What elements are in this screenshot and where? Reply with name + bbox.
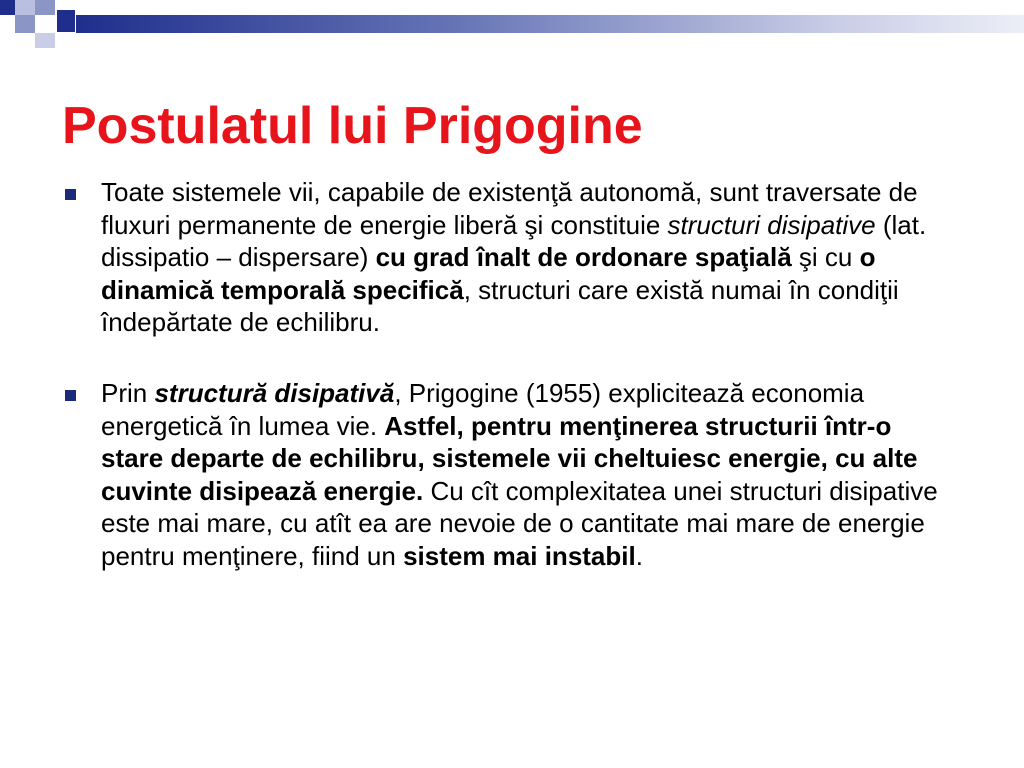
text-run-bold: cu grad înalt de ordonare spaţială [375, 242, 792, 273]
bullet-item [62, 377, 962, 573]
deco-square-dark [57, 10, 75, 32]
text-run: , Prigogine (1955) explicitează economia energetică în lumea vie. [101, 377, 865, 441]
text-run: Prin [101, 377, 155, 408]
deco-square-light [35, 33, 55, 48]
square-bullet-icon [65, 189, 76, 200]
text-run-bold-italic [154, 378, 394, 408]
header-decoration [0, 0, 1024, 50]
text-run: şi cu [791, 242, 860, 273]
text-run: . [635, 540, 643, 571]
text-run: Cu cît complexitatea unei structuri disipative este mai mare, cu atît ea are nevoie de o cantitate mai mare de energie pentru menţinere, fiind un [101, 475, 938, 571]
square-bullet-icon [65, 390, 76, 401]
deco-square-light [15, 0, 35, 15]
text-run: , structuri care există numai în condiţii îndepărtate de echilibru. [101, 274, 899, 338]
bullet-item [62, 176, 962, 339]
text-run-bold: o dinamică temporală specifică [101, 242, 876, 305]
bullet-list [62, 176, 962, 573]
deco-square-mid [15, 15, 35, 33]
text-run-bold: Astfel, pentru menţinerea structurii într-o stare departe de echilibru, sistemele vii cheltuiesc energie, cu alte cuvinte disipează energie. [101, 410, 918, 506]
text-run: (lat. dissipatio – dispersare) [101, 209, 927, 273]
slide-title: Postulatul lui Prigogine [62, 97, 643, 155]
bullet-text [101, 377, 953, 573]
text-run-italic: structuri disipative [667, 209, 876, 240]
text-run: Toate sistemele vii, capabile de existenţă autonomă, sunt traversate de fluxuri permanente de energie liberă şi constituie [101, 177, 918, 240]
deco-square-dark [0, 0, 15, 15]
deco-square-mid [35, 0, 55, 15]
header-gradient-bar [76, 15, 1024, 33]
text-run-italic: structură disipativă [154, 377, 395, 408]
text-run-bold: sistem mai instabil [403, 540, 636, 571]
bullet-text [101, 176, 953, 339]
